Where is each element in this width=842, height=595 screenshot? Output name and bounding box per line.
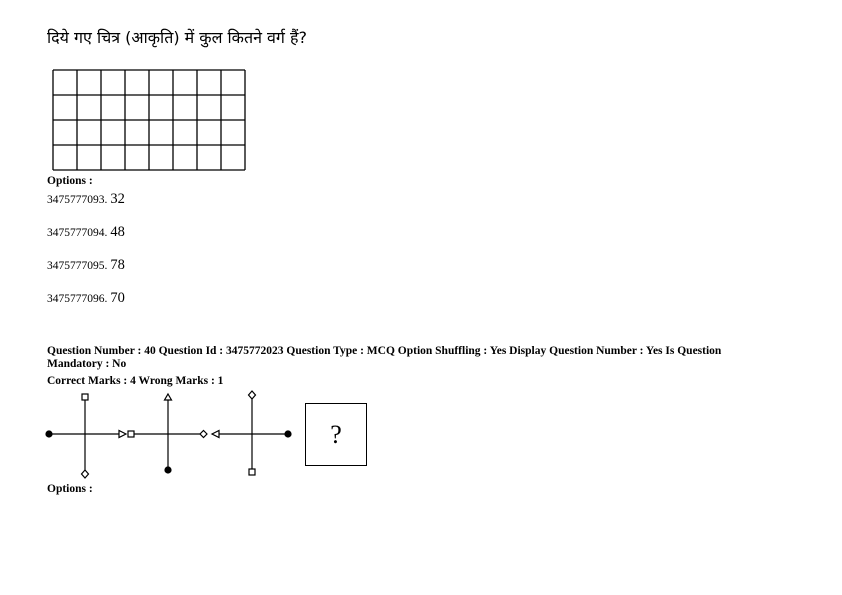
option-3-value: 78: [110, 257, 125, 273]
option-3[interactable]: [47, 257, 125, 274]
options-label: Options :: [47, 175, 93, 187]
options-label-2: Options :: [47, 483, 93, 495]
option-4[interactable]: [47, 290, 125, 307]
option-1-value: 32: [110, 191, 125, 207]
cross-figure-2: [128, 394, 207, 473]
marks-info: Correct Marks : 4 Wrong Marks : 1: [47, 375, 224, 387]
series-figure: [40, 390, 300, 485]
question-text: दिये गए चित्र (आकृति) में कुल कितने वर्ग हैं?: [47, 28, 308, 47]
option-1[interactable]: [47, 191, 125, 208]
option-1-id: 3475777093.: [47, 194, 108, 206]
squares-grid-figure: [52, 69, 246, 171]
cross-figure-1: [46, 394, 126, 478]
option-2[interactable]: [47, 224, 125, 241]
option-4-id: 3475777096.: [47, 293, 108, 305]
question-meta: Question Number : 40 Question Id : 3475772023 Question Type : MCQ Option Shuffling : Yes Display Question Number : Yes Is Question Mandatory : No: [47, 345, 722, 370]
option-2-id: 3475777094.: [47, 227, 108, 239]
option-2-value: 48: [110, 224, 125, 240]
answer-placeholder: ?: [330, 420, 342, 449]
cross-figure-3: [212, 391, 291, 475]
option-4-value: 70: [110, 290, 125, 306]
option-3-id: 3475777095.: [47, 260, 108, 272]
